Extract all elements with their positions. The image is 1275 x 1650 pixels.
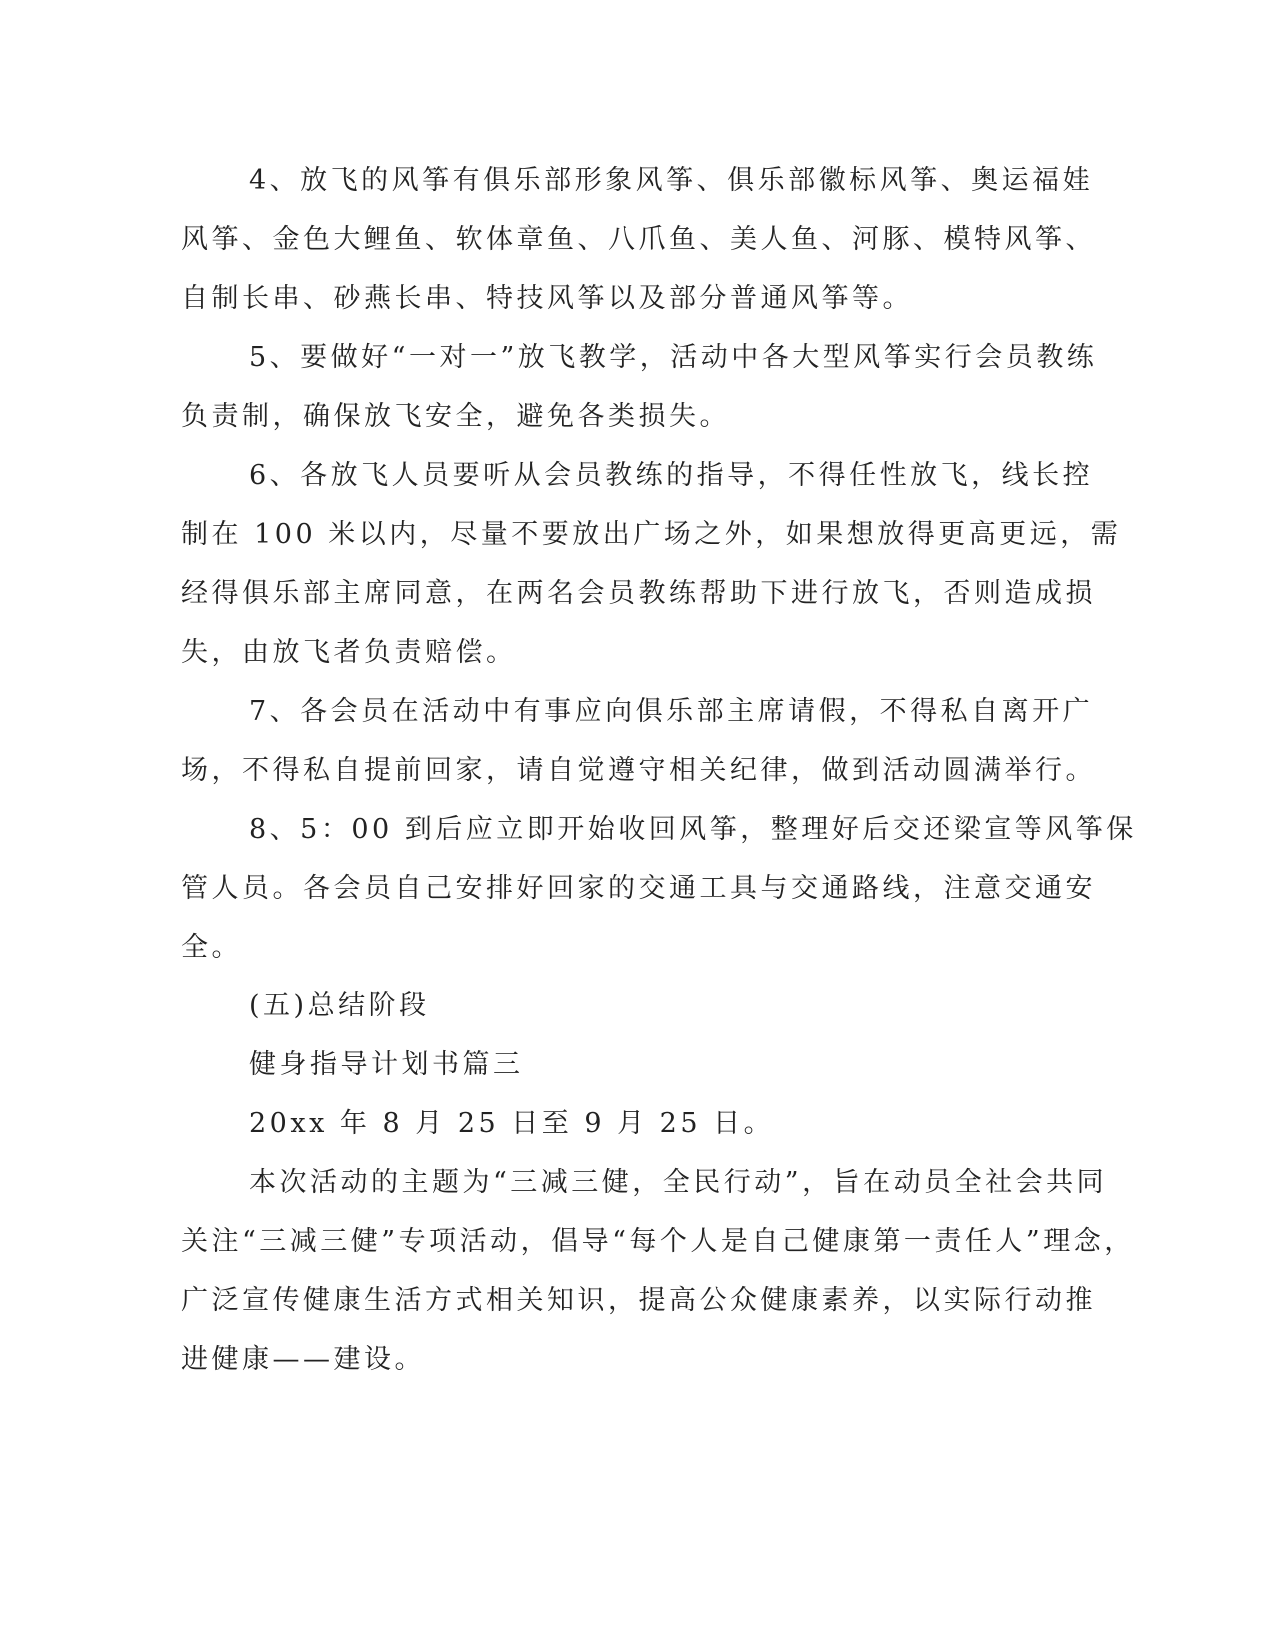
text-line: 进健康——建设。: [181, 1344, 425, 1375]
text-line: 本次活动的主题为“三减三健，全民行动”，旨在动员全社会共同: [249, 1167, 1108, 1198]
text-line: 经得俱乐部主席同意，在两名会员教练帮助下进行放飞，否则造成损: [181, 578, 1096, 609]
text-line: 负责制，确保放飞安全，避免各类损失。: [181, 401, 730, 432]
text-line: 8、5：00 到后应立即开始收回风筝，整理好后交还梁宣等风筝保: [249, 814, 1137, 845]
text-line: 失，由放飞者负责赔偿。: [181, 637, 517, 668]
text-line: 4、放飞的风筝有俱乐部形象风筝、俱乐部徽标风筝、奥运福娃: [249, 165, 1094, 196]
text-line: 6、各放飞人员要听从会员教练的指导，不得任性放飞，线长控: [249, 460, 1094, 491]
section-heading: (五)总结阶段: [249, 990, 430, 1021]
text-line: 管人员。各会员自己安排好回家的交通工具与交通路线，注意交通安: [181, 873, 1096, 904]
text-line: 全。: [181, 932, 242, 963]
section-heading: 健身指导计划书篇三: [249, 1049, 524, 1080]
text-line: 风筝、金色大鲤鱼、软体章鱼、八爪鱼、美人鱼、河豚、模特风筝、: [181, 224, 1096, 255]
text-line: 20xx 年 8 月 25 日至 9 月 25 日。: [249, 1108, 775, 1139]
text-line: 制在 100 米以内，尽量不要放出广场之外，如果想放得更高更远，需: [181, 519, 1122, 550]
text-line: 7、各会员在活动中有事应向俱乐部主席请假，不得私自离开广: [249, 696, 1094, 727]
text-line: 场，不得私自提前回家，请自觉遵守相关纪律，做到活动圆满举行。: [181, 755, 1096, 786]
text-line: 自制长串、砂燕长串、特技风筝以及部分普通风筝等。: [181, 283, 913, 314]
text-line: 关注“三减三健”专项活动，倡导“每个人是自己健康第一责任人”理念，: [181, 1226, 1135, 1257]
text-line: 广泛宣传健康生活方式相关知识，提高公众健康素养，以实际行动推: [181, 1285, 1096, 1316]
text-line: 5、要做好“一对一”放飞教学，活动中各大型风筝实行会员教练: [249, 342, 1098, 373]
